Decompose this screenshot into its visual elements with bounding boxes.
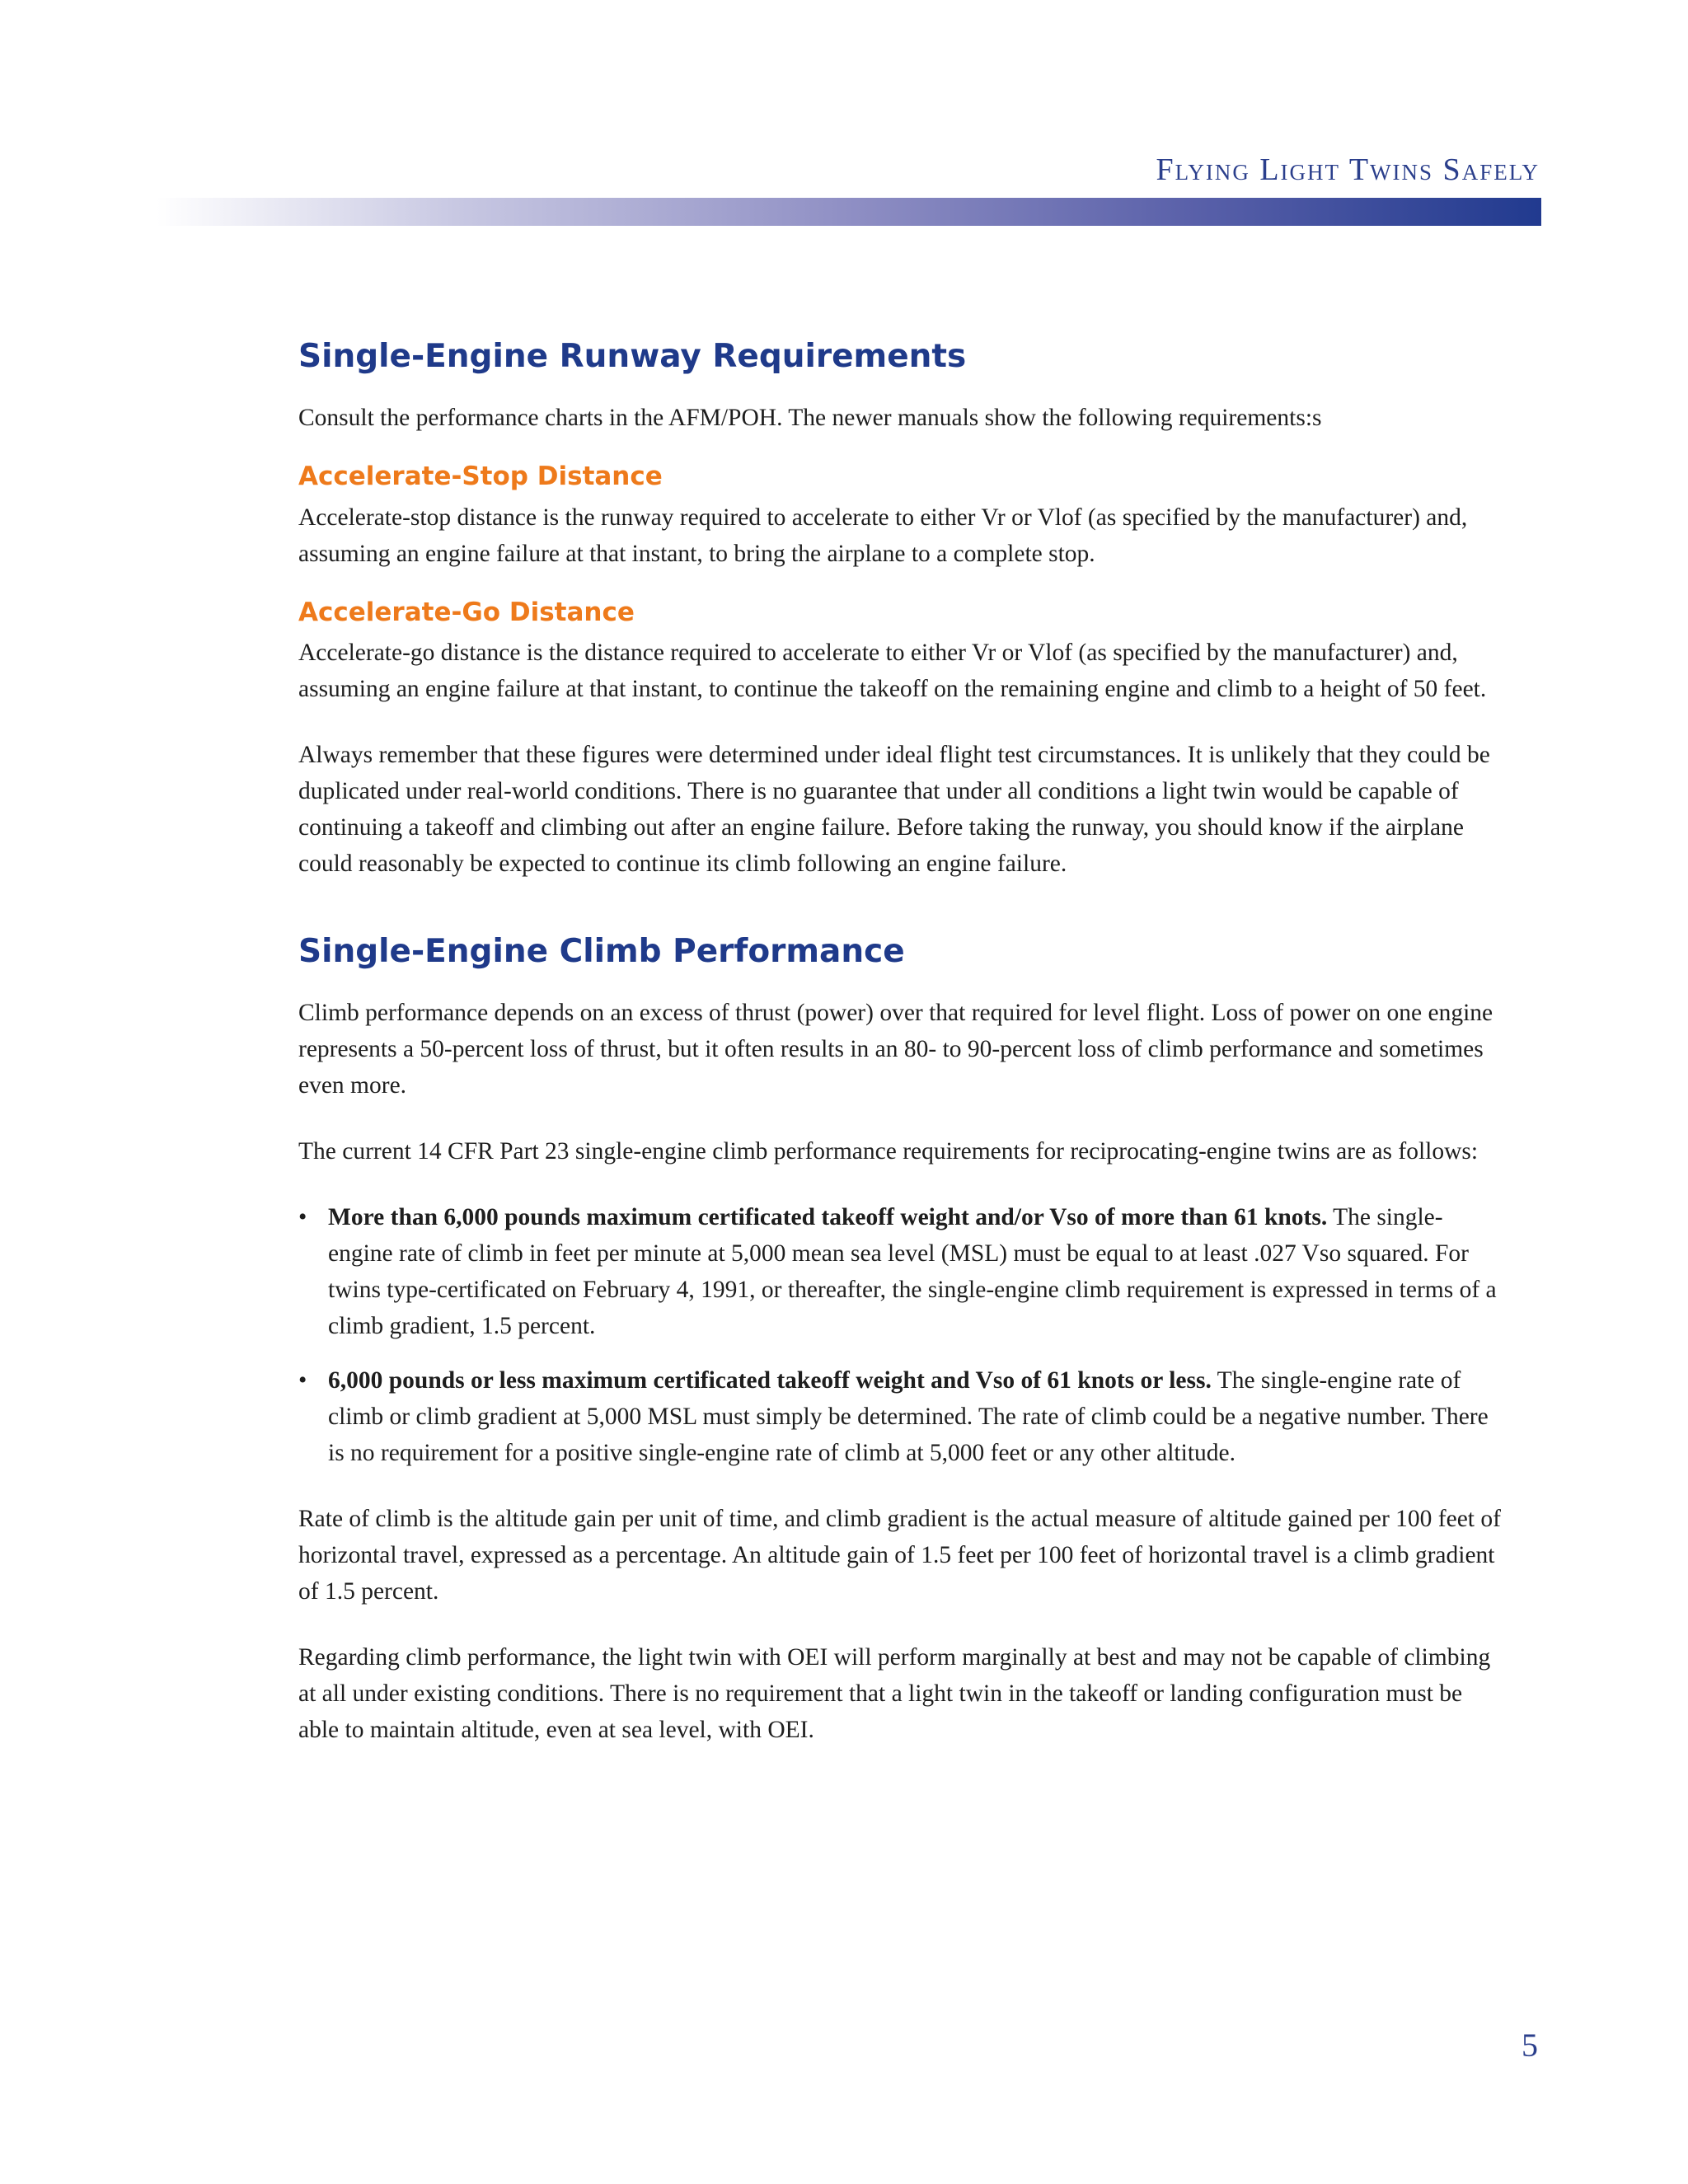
climb-performance-paragraph: Climb performance depends on an excess of thrust (power) over that required for level flight. Loss of power on one engine represents a 50-percent loss of thrust, but it often results in an 80- to 90-percent loss of climb performance and sometimes even more. [298,1000,1493,1099]
cfr-requirements-paragraph: The current 14 CFR Part 23 single-engine climb performance requirements for reciprocating-engine twins are as follows: [298,1138,1479,1165]
header-gradient-bar [157,198,1541,226]
list-item-bold-lead: More than 6,000 pounds maximum certificated takeoff weight and/or Vso of more than 61 knots. [328,1204,1328,1231]
rate-of-climb-paragraph: Rate of climb is the altitude gain per unit of time, and climb gradient is the actual measure of altitude gained per 100 feet of horizontal travel, expressed as a percentage. An altitude gain of 1.5 feet per 100 feet of horizontal travel is a climb gradient of 1.5 percent. [298,1506,1501,1605]
section-heading-runway-requirements: Single-Engine Runway Requirements [298,338,967,375]
list-item [298,1199,1502,1344]
list-item-text: The single-engine rate of climb in feet per minute at 5,000 mean sea level (MSL) must be equal to at least .027 Vso squared. For twins type-certificated on February 4, 1991, or thereafter, the single-engine climb requirement is expressed in terms of a climb gradient, 1.5 percent. [328,1204,1497,1340]
list-item [298,1362,1502,1471]
bullet-icon: • [298,1204,307,1231]
ideal-conditions-paragraph: Always remember that these figures were determined under ideal flight test circumstances. It is unlikely that they could be duplicated under real-world conditions. There is no guarantee that under all conditions a light twin would be capable of continuing a takeoff and climbing out after an engine failure. Before taking the runway, you should know if the airplane could reasonably be expected to continue its climb following an engine failure. [298,742,1490,878]
list-item-text: The single-engine rate of climb or climb gradient at 5,000 MSL must simply be determined. The rate of climb could be a negative number. There is no requirement for a positive single-engine rate of climb at 5,000 feet or any other altitude. [328,1367,1489,1467]
list-item-bold-lead: 6,000 pounds or less maximum certificated takeoff weight and Vso of 61 knots or less. [328,1367,1212,1394]
requirements-list [298,1199,1502,1471]
bullet-icon: • [298,1367,307,1394]
running-header-title: Flying Light Twins Safely [1156,152,1540,187]
subheading-accelerate-stop: Accelerate-Stop Distance [298,461,663,491]
page-number: 5 [1522,2027,1538,2064]
runway-intro-paragraph: Consult the performance charts in the AFM/POH. The newer manuals show the following requirements:s [298,404,1322,431]
oei-climb-paragraph: Regarding climb performance, the light twin with OEI will perform marginally at best and may not be capable of climbing at all under existing conditions. There is no requirement that a light twin in the takeoff or landing configuration must be able to maintain altitude, even at sea level, with OEI. [298,1644,1491,1744]
accelerate-go-paragraph: Accelerate-go distance is the distance required to accelerate to either Vr or Vlof (as specified by the manufacturer) and, assuming an engine failure at that instant, to continue the takeoff on the remaining engine and climb to a height of 50 feet. [298,640,1487,703]
page-content [298,338,1502,1778]
subheading-accelerate-go: Accelerate-Go Distance [298,597,635,627]
section-heading-climb-performance: Single-Engine Climb Performance [298,933,905,971]
accelerate-stop-paragraph: Accelerate-stop distance is the runway required to accelerate to either Vr or Vlof (as specified by the manufacturer) and, assuming an engine failure at that instant, to bring the airplane to a complete stop. [298,504,1468,567]
